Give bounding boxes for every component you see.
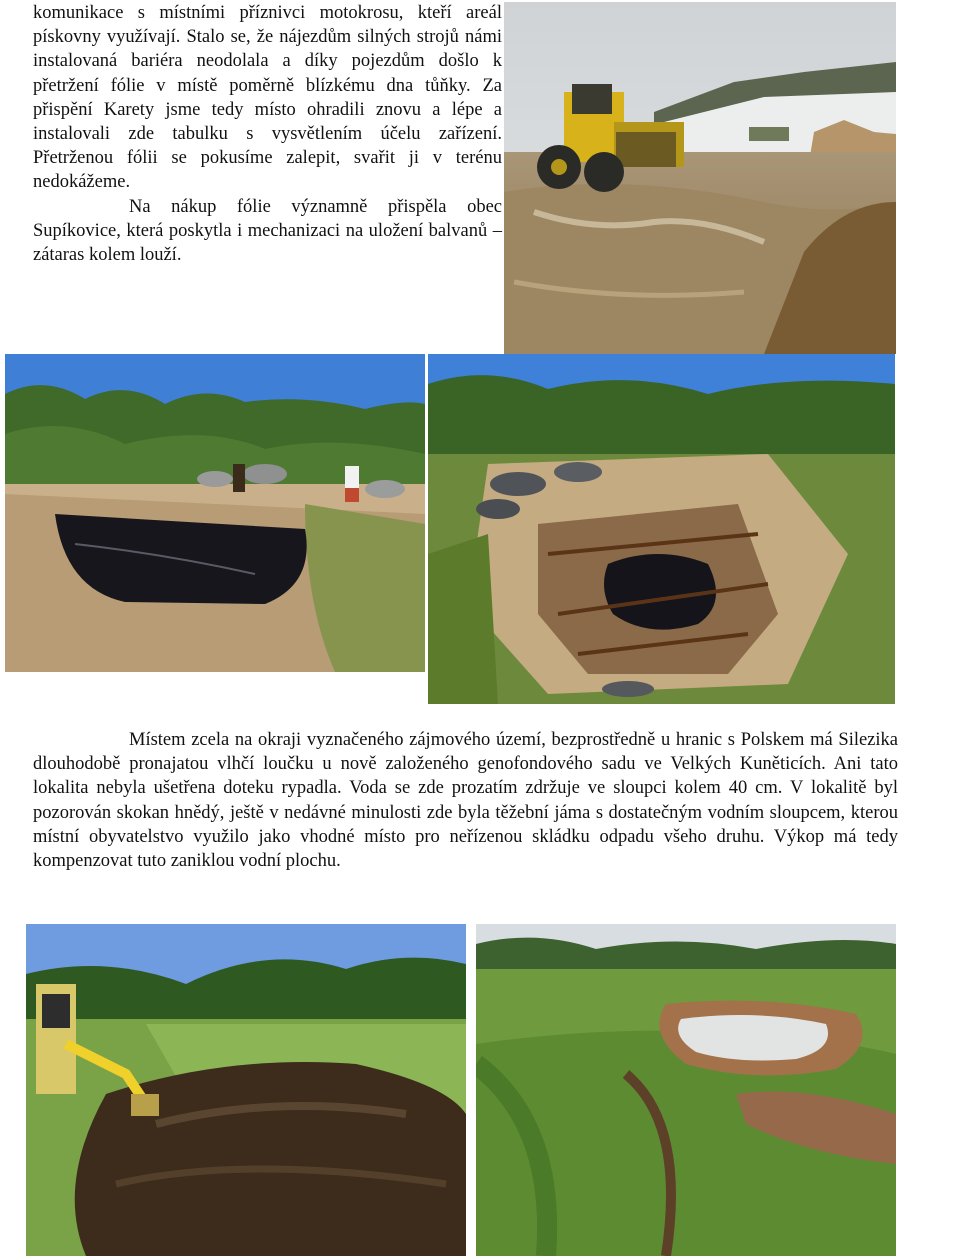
photo-wheel-loader <box>504 2 896 354</box>
paragraph-middle-text: Místem zcela na okraji vyznačeného zájmového území, bezprostředně u hranic s Polskem má Silezika dlouhodobě pronajatou vlhčí loučku u nově založeného genofondového sadu ve Velkých Kuněticích. Ani tato lokalita nebyla ušetřena doteku rypadla. Voda se zde prozatím zdržuje ve sloupci kolem 40 cm. V lokalitě byl pozorován skokan hnědý, ještě v nedávné minulosti zde byla těžební jáma s dostatečným vodním sloupcem, kterou místní obyvatelstvo využilo jako vhodné místo pro neřízenou skládku odpadu všeho druhu. Výkop má tedy kompenzovat tuto zaniklou vodní plochu. <box>33 730 898 872</box>
photo-backhoe-digging <box>26 924 466 1256</box>
photo-pit-with-branches <box>428 354 895 704</box>
paragraph-top-2-text: Na nákup fólie významně přispěla obec Supíkovice, která poskytla i mechanizaci na uložení balvanů – zátaras kolem louží. <box>33 196 502 266</box>
paragraph-top <box>33 1 502 267</box>
photo-pond-liner <box>5 354 425 672</box>
paragraph-middle <box>33 728 898 873</box>
paragraph-top-text: komunikace s místními příznivci motokrosu, kteří areál pískovny využívají. Stalo se, že nájezdům silných strojů námi instalovaná bariéra neodolala a díky pojezdům došlo k přetržení fólie v místě poměrně blízkému dna tůňky. Za přispění Karety jsme tedy místo ohradili znovu a lépe a instalovali zde tabulku s vysvětlením účelu zařízení. Přetrženou fólii se pokusíme zalepit, svařit ji v terénu nedokážeme. <box>33 3 502 193</box>
photo-meadow-pond <box>476 924 896 1256</box>
